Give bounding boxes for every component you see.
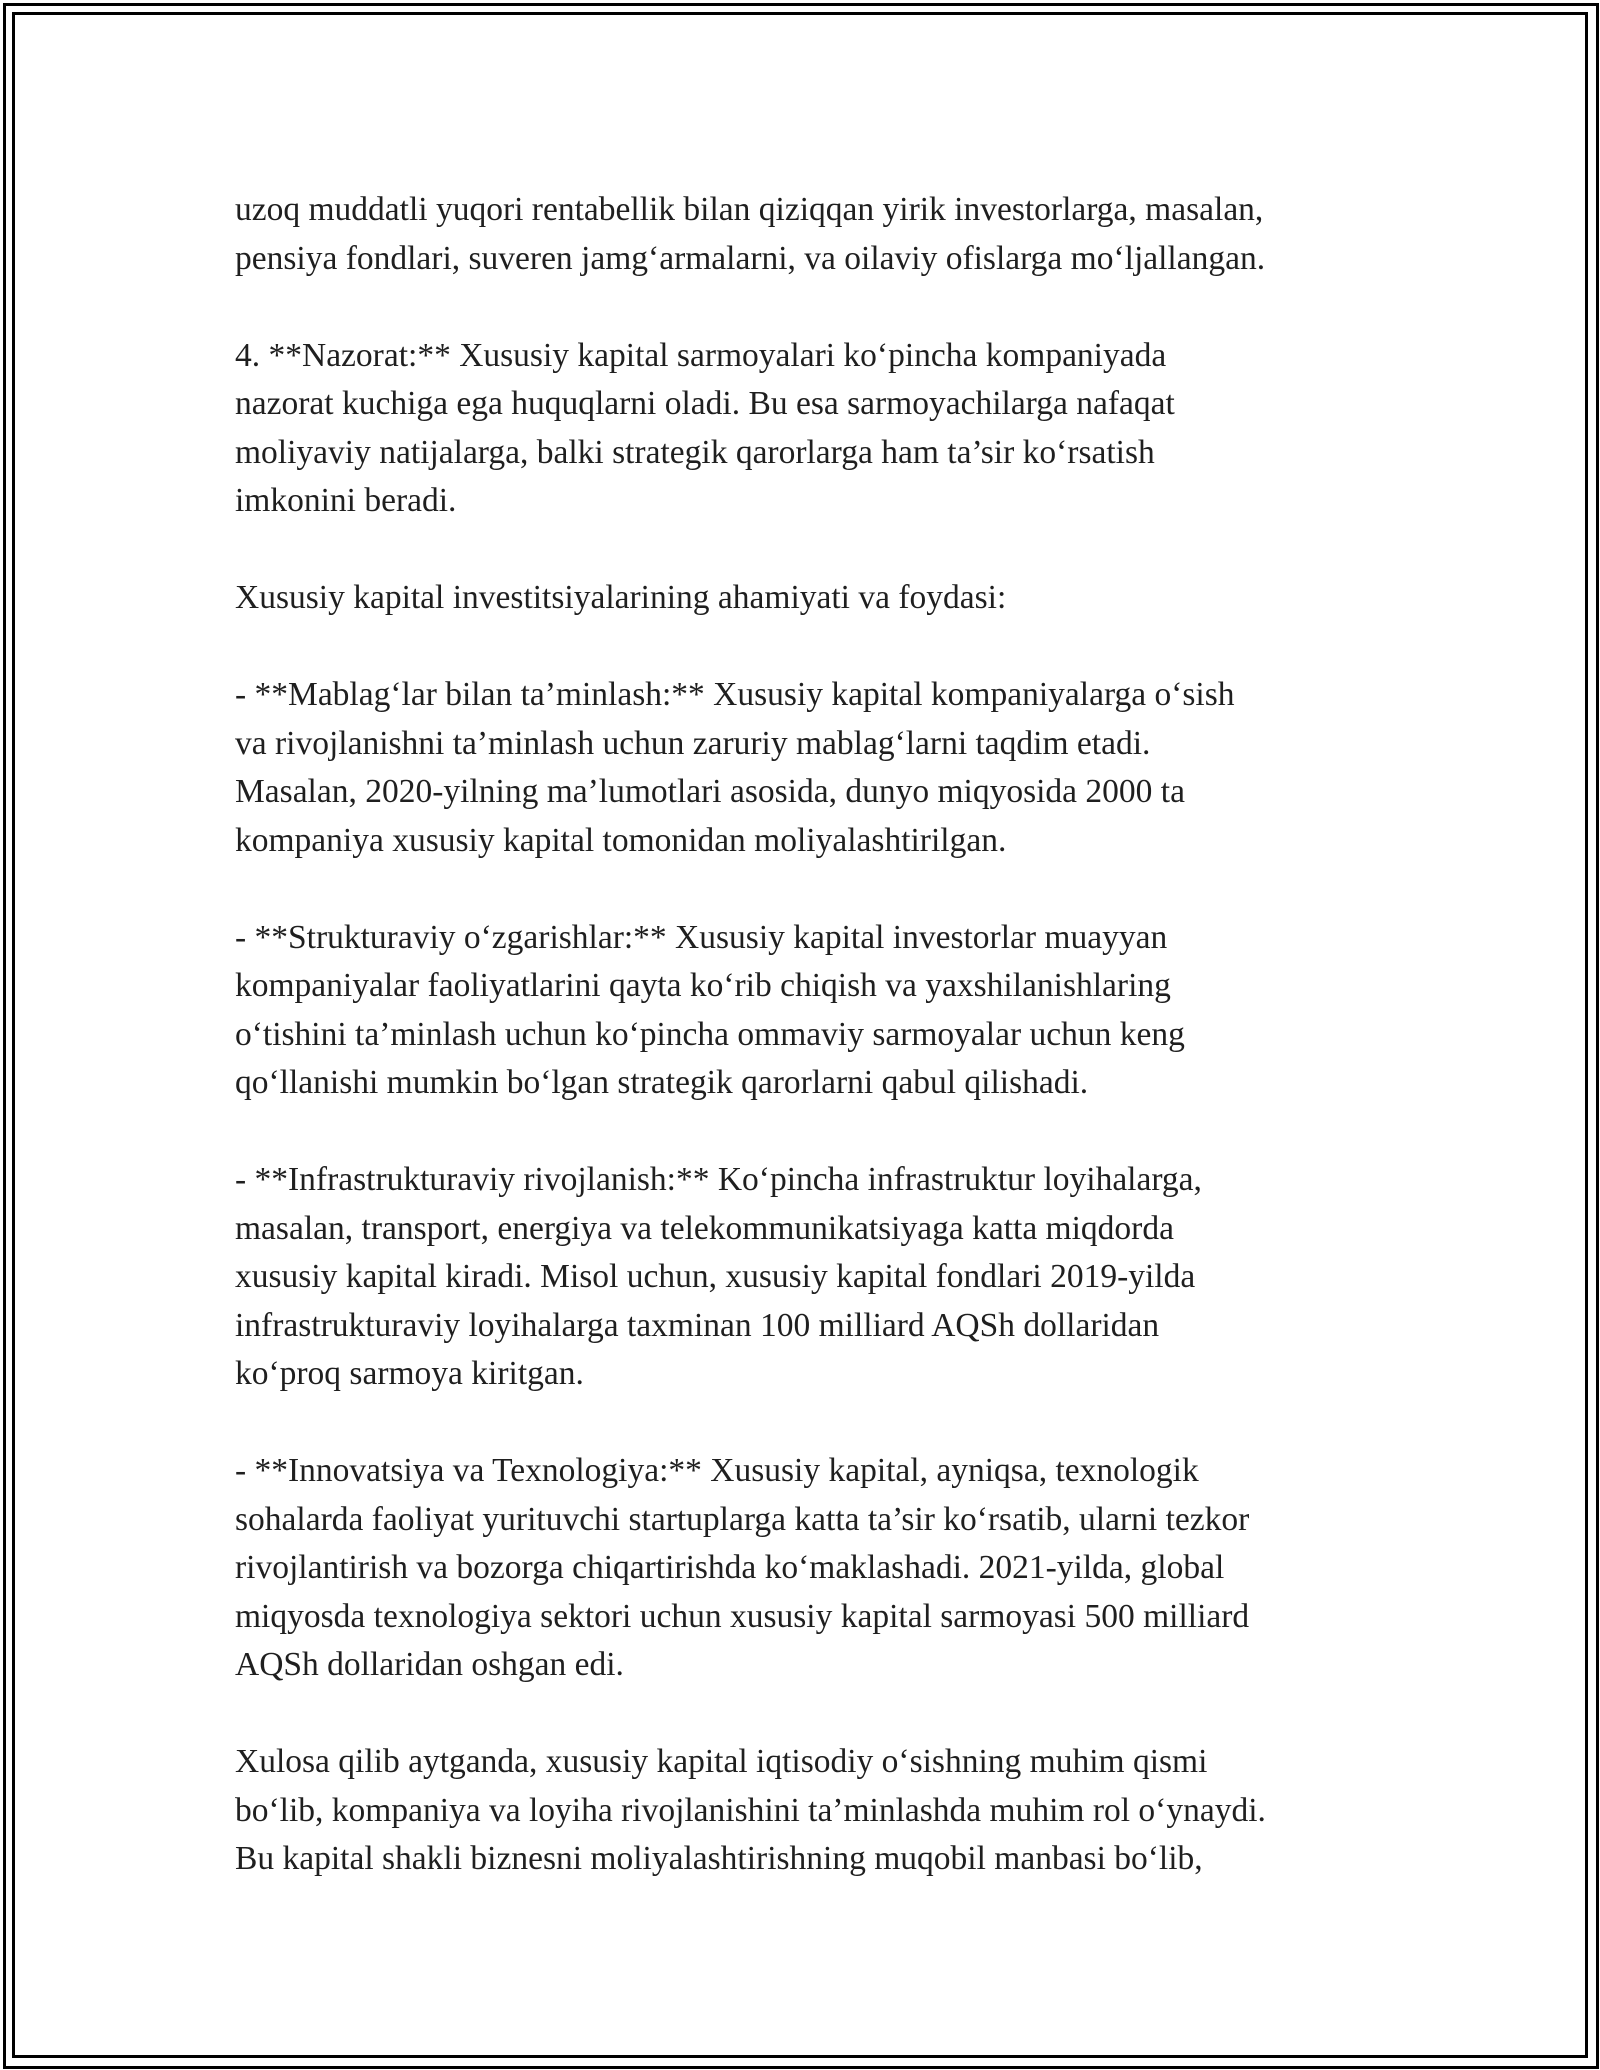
text-line: - **Strukturaviy o‘zgarishlar:** Xususiy kapital investorlar muayyan bbox=[235, 918, 1168, 956]
text-line: rivojlantirish va bozorga chiqartirishda ko‘maklashadi. 2021-yilda, global bbox=[235, 1549, 1225, 1586]
paragraph-conclusion bbox=[235, 1738, 1395, 1884]
text-line: imkonini beradi. bbox=[235, 482, 457, 519]
text-line: 4. **Nazorat:** Xususiy kapital sarmoyalari ko‘pincha kompaniyada bbox=[235, 336, 1167, 374]
text-line: sohalarda faoliyat yurituvchi startuplarga katta ta’sir ko‘rsatib, ularni tezkor bbox=[235, 1500, 1250, 1538]
text-line: nazorat kuchiga ega huquqlarni oladi. Bu esa sarmoyachilarga nafaqat bbox=[235, 385, 1175, 422]
text-line: ko‘proq sarmoya kiritgan. bbox=[235, 1355, 584, 1392]
document-body bbox=[235, 186, 1395, 1932]
text-line: qo‘llanishi mumkin bo‘lgan strategik qarorlarni qabul qilishadi. bbox=[235, 1064, 1089, 1101]
text-line: AQSh dollaridan oshgan edi. bbox=[235, 1646, 624, 1683]
text-line: xususiy kapital kiradi. Misol uchun, xususiy kapital fondlari 2019-yilda bbox=[235, 1258, 1196, 1295]
text-line: - **Infrastrukturaviy rivojlanish:** Ko‘pincha infrastruktur loyihalarga, bbox=[235, 1161, 1202, 1198]
text-line: Masalan, 2020-yilning ma’lumotlari asosida, dunyo miqyosida 2000 ta bbox=[235, 773, 1185, 810]
text-line: Xususiy kapital investitsiyalarining ahamiyati va foydasi: bbox=[235, 579, 1007, 616]
text-line: va rivojlanishni ta’minlash uchun zaruriy mablag‘larni taqdim etadi. bbox=[235, 724, 1151, 762]
text-line: Xulosa qilib aytganda, xususiy kapital iqtisodiy o‘sishning muhim qismi bbox=[235, 1743, 1208, 1780]
list-item-structural-changes bbox=[235, 914, 1395, 1108]
list-item-infrastructure bbox=[235, 1156, 1395, 1399]
text-line: o‘tishini ta’minlash uchun ko‘pincha ommaviy sarmoyalar uchun keng bbox=[235, 1015, 1185, 1053]
list-item-funding bbox=[235, 671, 1395, 865]
text-line: miqyosda texnologiya sektori uchun xususiy kapital sarmoyasi 500 milliard bbox=[235, 1597, 1250, 1635]
text-line: - **Innovatsiya va Texnologiya:** Xususiy kapital, ayniqsa, texnologik bbox=[235, 1452, 1199, 1489]
text-line: kompaniyalar faoliyatlarini qayta ko‘rib chiqish va yaxshilanishlaring bbox=[235, 967, 1171, 1004]
text-line: masalan, transport, energiya va telekommunikatsiyaga katta miqdorda bbox=[235, 1209, 1174, 1247]
paragraph-control bbox=[235, 332, 1395, 526]
text-line: pensiya fondlari, suveren jamg‘armalarni, va oilaviy ofislarga mo‘ljallangan. bbox=[235, 239, 1266, 277]
text-line: moliyaviy natijalarga, balki strategik qarorlarga ham ta’sir ko‘rsatish bbox=[235, 433, 1155, 471]
text-line: - **Mablag‘lar bilan ta’minlash:** Xususiy kapital kompaniyalarga o‘sish bbox=[235, 676, 1235, 713]
text-line: Bu kapital shakli biznesni moliyalashtirishning muqobil manbasi bo‘lib, bbox=[235, 1840, 1203, 1877]
text-line: bo‘lib, kompaniya va loyiha rivojlanishini ta’minlashda muhim rol o‘ynaydi. bbox=[235, 1791, 1266, 1829]
text-line: infrastrukturaviy loyihalarga taxminan 100 milliard AQSh dollaridan bbox=[235, 1306, 1160, 1344]
text-line: uzoq muddatli yuqori rentabellik bilan qiziqqan yirik investorlarga, masalan, bbox=[235, 191, 1264, 228]
list-item-innovation bbox=[235, 1447, 1395, 1690]
text-line: kompaniya xususiy kapital tomonidan moliyalashtirilgan. bbox=[235, 821, 1007, 859]
section-heading-benefits bbox=[235, 574, 1395, 623]
paragraph-investor-target bbox=[235, 186, 1395, 283]
